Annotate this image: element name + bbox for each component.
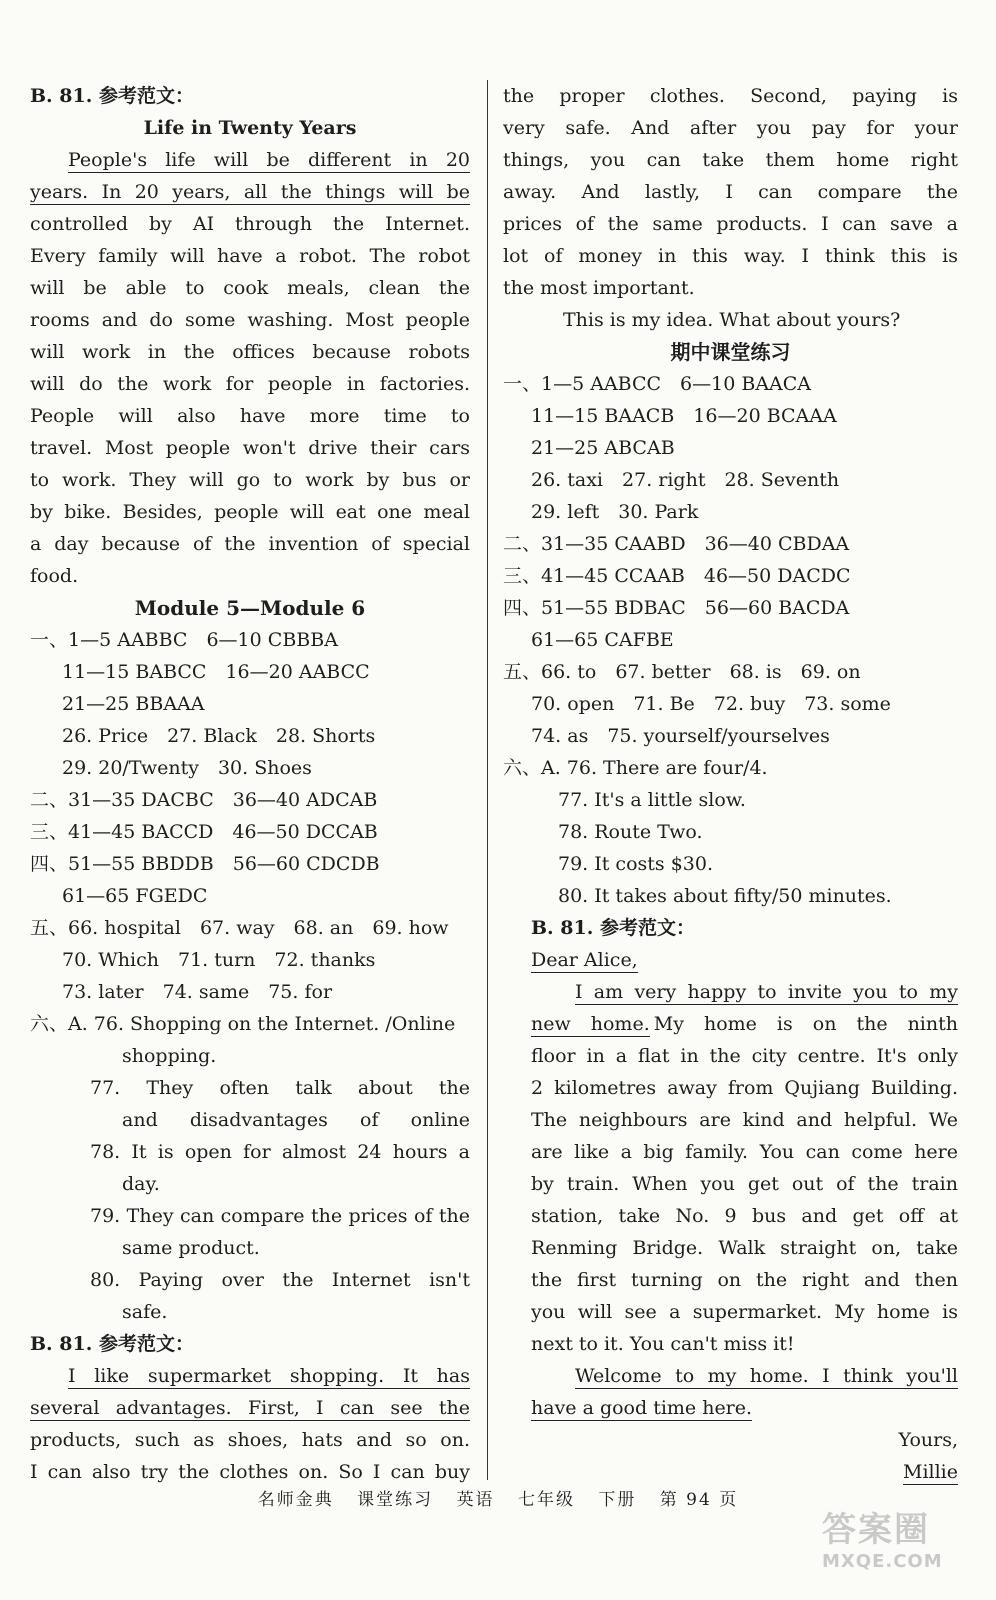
letter-signature: Millie bbox=[902, 1461, 958, 1483]
essay-line: controlled by AI through the Internet. bbox=[30, 213, 470, 235]
answer-line: 11—15 BABCC 16—20 AABCC bbox=[62, 661, 370, 683]
module-title: Module 5—Module 6 bbox=[134, 596, 366, 620]
answer-line: 78. Route Two. bbox=[558, 821, 703, 843]
essay2-continued bbox=[503, 80, 958, 336]
answer-line: 79. They can compare the prices of the bbox=[90, 1205, 470, 1227]
essay-line: will work in the offices because robots bbox=[30, 341, 470, 363]
answer-list bbox=[30, 624, 470, 1008]
section-six-a bbox=[30, 1008, 470, 1328]
essay-line: to work. They will go to work by bus or bbox=[30, 469, 470, 491]
column-divider bbox=[487, 80, 488, 1480]
answer-line: 78. It is open for almost 24 hours a bbox=[90, 1141, 470, 1163]
essay-line: the proper clothes. Second, paying is bbox=[503, 85, 958, 107]
answer-line: 三、41—45 CCAAB 46—50 DACDC bbox=[503, 565, 851, 587]
letter-line: new home. My home is on the ninth bbox=[531, 1013, 958, 1035]
answer-line: 六、A. 76. Shopping on the Internet. /Online bbox=[30, 1013, 456, 1035]
answer-line: same product. bbox=[122, 1237, 260, 1259]
answer-line: 79. It costs $30. bbox=[558, 853, 713, 875]
letter-line: next to it. You can't miss it! bbox=[531, 1333, 795, 1355]
essay-line: Every family will have a robot. The robot bbox=[30, 245, 470, 267]
letter-greeting: Dear Alice, bbox=[531, 949, 638, 971]
essay-line: by bike. Besides, people will eat one meal bbox=[30, 501, 470, 523]
footer-subject: 英语 bbox=[456, 1490, 495, 1510]
answer-line: 21—25 BBAAA bbox=[62, 693, 205, 715]
watermark-logo bbox=[822, 1502, 972, 1582]
letter-closing: Yours, bbox=[898, 1429, 958, 1451]
essay1-title: Life in Twenty Years bbox=[143, 117, 357, 139]
letter-line: Renming Bridge. Walk straight on, take bbox=[531, 1237, 958, 1259]
answer-line: day. bbox=[122, 1173, 160, 1195]
answer-line: shopping. bbox=[122, 1045, 217, 1067]
essay-line: lot of money in this way. I think this is bbox=[503, 245, 958, 267]
section-label-b81: B. 81. 参考范文： bbox=[30, 85, 194, 107]
answer-line: 80. It takes about fifty/50 minutes. bbox=[558, 885, 892, 907]
answer-line: 一、1—5 AABCC 6—10 BAACA bbox=[503, 373, 812, 395]
answer-line: 70. open 71. Be 72. buy 73. some bbox=[531, 693, 891, 715]
letter-body bbox=[503, 976, 958, 1424]
essay-line: years. In 20 years, all the things will be bbox=[30, 181, 470, 203]
letter-line: 2 kilometres away from Qujiang Building. bbox=[531, 1077, 958, 1099]
letter-line: floor in a flat in the city centre. It's only bbox=[531, 1045, 958, 1067]
right-column bbox=[503, 80, 958, 1488]
footer-series: 课堂练习 bbox=[357, 1490, 434, 1510]
answer-line: 61—65 FGEDC bbox=[62, 885, 208, 907]
answer-line: 77. It's a little slow. bbox=[558, 789, 746, 811]
footer-volume: 下册 bbox=[598, 1490, 637, 1510]
answer-line: 61—65 CAFBE bbox=[531, 629, 674, 651]
footer-brand: 名师金典 bbox=[257, 1490, 334, 1510]
letter-line: The neighbours are kind and helpful. We bbox=[531, 1109, 958, 1131]
page-number: 第 94 页 bbox=[659, 1490, 739, 1510]
essay-line: rooms and do some washing. Most people bbox=[30, 309, 470, 331]
essay-line: will do the work for people in factories. bbox=[30, 373, 470, 395]
essay-line: several advantages. First, I can see the bbox=[30, 1397, 470, 1419]
essay-line: the most important. bbox=[503, 277, 695, 299]
answer-line: 80. Paying over the Internet isn't bbox=[90, 1269, 470, 1291]
midterm-title: 期中课堂练习 bbox=[670, 340, 791, 364]
essay-line: People will also have more time to bbox=[30, 405, 470, 427]
watermark-text: 答案圈 bbox=[822, 1510, 930, 1550]
essay-line: a day because of the invention of special bbox=[30, 533, 470, 555]
essay-line: things, you can take them home right bbox=[503, 149, 958, 171]
letter-line: are like a big family. You can come here bbox=[531, 1141, 958, 1163]
letter-line: have a good time here. bbox=[531, 1397, 753, 1419]
answer-line: 四、51—55 BDBAC 56—60 BACDA bbox=[503, 597, 850, 619]
essay-line: People's life will be different in 20 bbox=[68, 149, 470, 171]
section-label-b81: B. 81. 参考范文： bbox=[531, 917, 695, 939]
answer-line: 二、31—35 DACBC 36—40 ADCAB bbox=[30, 789, 378, 811]
answer-line: 一、1—5 AABBC 6—10 CBBBA bbox=[30, 629, 338, 651]
answer-line: 五、66. to 67. better 68. is 69. on bbox=[503, 661, 861, 683]
answer-line: 三、41—45 BACCD 46—50 DCCAB bbox=[30, 821, 378, 843]
answer-line: 74. as 75. yourself/yourselves bbox=[531, 725, 830, 747]
section-label-b81-2: B. 81. 参考范文： bbox=[30, 1333, 194, 1355]
section-six-a bbox=[503, 752, 958, 912]
letter-line: Welcome to my home. I think you'll bbox=[575, 1365, 958, 1387]
essay-line: will be able to cook meals, clean the bbox=[30, 277, 470, 299]
essay-line: prices of the same products. I can save a bbox=[503, 213, 958, 235]
essay-line: travel. Most people won't drive their cars bbox=[30, 437, 470, 459]
essay-line: I like supermarket shopping. It has bbox=[68, 1365, 470, 1387]
answer-line: 26. taxi 27. right 28. Seventh bbox=[531, 469, 840, 491]
letter-line: by train. When you get out of the train bbox=[531, 1173, 958, 1195]
footer-grade: 七年级 bbox=[517, 1490, 575, 1510]
answer-line: 21—25 ABCAB bbox=[531, 437, 675, 459]
answer-line: 29. 20/Twenty 30. Shoes bbox=[62, 757, 312, 779]
essay-line: very safe. And after you pay for your bbox=[503, 117, 958, 139]
answer-line: 26. Price 27. Black 28. Shorts bbox=[62, 725, 376, 747]
essay-line: away. And lastly, I can compare the bbox=[503, 181, 958, 203]
answer-line: 二、31—35 CAABD 36—40 CBDAA bbox=[503, 533, 850, 555]
letter-line: you will see a supermarket. My home is bbox=[531, 1301, 958, 1323]
answer-list bbox=[503, 368, 958, 752]
answer-line: 六、A. 76. There are four/4. bbox=[503, 757, 768, 779]
answer-line: 五、66. hospital 67. way 68. an 69. how bbox=[30, 917, 449, 939]
answer-line: 四、51—55 BBDDB 56—60 CDCDB bbox=[30, 853, 380, 875]
essay-line: food. bbox=[30, 565, 79, 587]
answer-line: safe. bbox=[122, 1301, 168, 1323]
watermark-url: MXQE.COM bbox=[822, 1551, 943, 1572]
answer-line: and disadvantages of online bbox=[122, 1109, 470, 1131]
answer-line: 77. They often talk about the bbox=[90, 1077, 470, 1099]
answer-line: 70. Which 71. turn 72. thanks bbox=[62, 949, 376, 971]
essay-line: products, such as shoes, hats and so on. bbox=[30, 1429, 470, 1451]
essay-line: This is my idea. What about yours? bbox=[563, 309, 901, 331]
letter-line: station, take No. 9 bus and get off at bbox=[531, 1205, 958, 1227]
left-column bbox=[30, 80, 470, 1488]
essay-line: I can also try the clothes on. So I can buy bbox=[30, 1461, 470, 1483]
essay2-body bbox=[30, 1360, 470, 1488]
essay1-body bbox=[30, 144, 470, 592]
answer-line: 73. later 74. same 75. for bbox=[62, 981, 333, 1003]
answer-line: 11—15 BAACB 16—20 BCAAA bbox=[531, 405, 837, 427]
letter-line: I am very happy to invite you to my bbox=[575, 981, 958, 1003]
letter-line: the first turning on the right and then bbox=[531, 1269, 958, 1291]
answer-line: 29. left 30. Park bbox=[531, 501, 699, 523]
